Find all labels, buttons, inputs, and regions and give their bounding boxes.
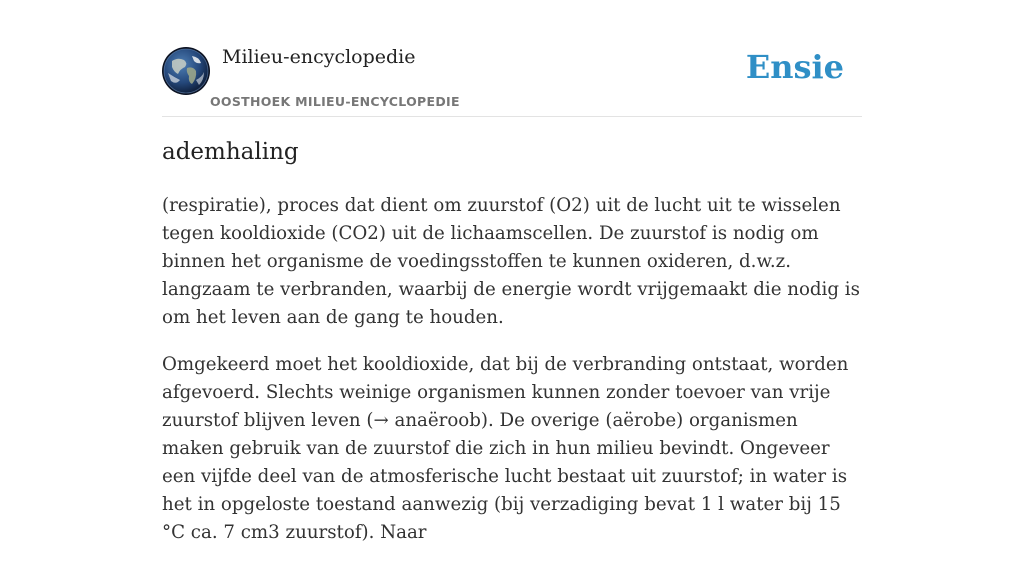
article-paragraph: Omgekeerd moet het kooldioxide, dat bij de verbranding ontstaat, worden afgevoerd. Slechts weinige organismen kunnen zonder toevoer van vrije zuurstof blijven leven (→ anaëroob). De overige (aërobe) organismen maken gebruik van de zuurstof die zich in hun milieu bevindt. Ongeveer een vijfde deel van de atmosferische lucht bestaat uit zuurstof; in water is het in opgeloste toestand aanwezig (bij verzadiging bevat 1 l water bij 15 °C ca. 7 cm3 zuurstof). Naar: [162, 354, 849, 543]
ensie-logo[interactable]: Ensie: [745, 48, 844, 86]
article-body: [162, 192, 864, 566]
page-title: ademhaling: [162, 139, 299, 165]
site-name[interactable]: Milieu-encyclopedie: [222, 46, 416, 68]
earth-globe-icon[interactable]: [162, 47, 210, 95]
site-header: [162, 44, 862, 117]
article-paragraph: (respiratie), proces dat dient om zuurstof (O2) uit de lucht uit te wisselen tegen kooldioxide (CO2) uit de lichaamscellen. De zuurstof is nodig om binnen het organisme de voedingsstoffen te kunnen oxideren, d.w.z. langzaam te verbranden, waarbij de energie wordt vrijgemaakt die nodig is om het leven aan de gang te houden.: [162, 195, 860, 328]
site-subtitle[interactable]: OOSTHOEK MILIEU-ENCYCLOPEDIE: [210, 94, 460, 109]
